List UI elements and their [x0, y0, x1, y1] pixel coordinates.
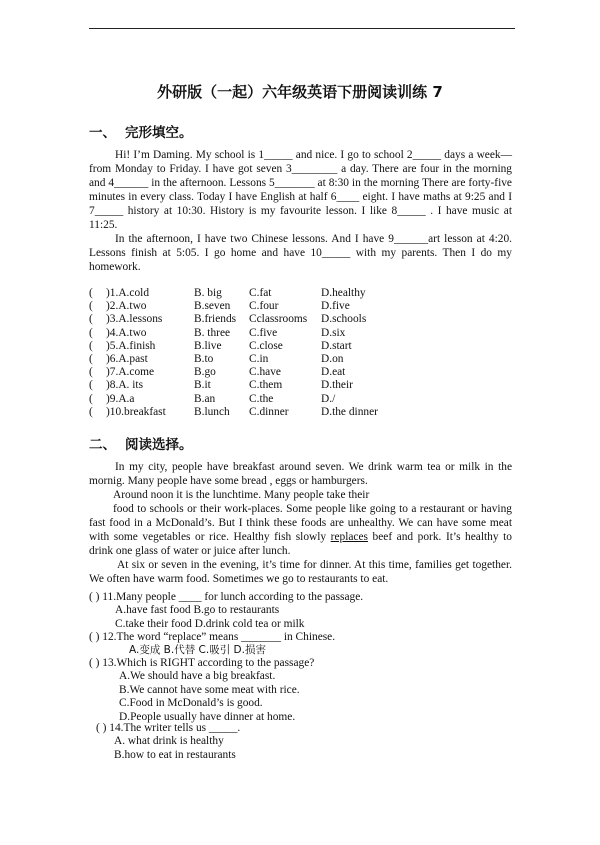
question-13-option-b: B.We cannot have some meat with rice. — [119, 683, 300, 696]
question-11-options-ab: A.have fast food B.go to restaurants — [115, 604, 280, 617]
question-13-option-d: D.People usually have dinner at home. — [119, 710, 296, 723]
cloze-paragraph-2: In the afternoon, I have two Chinese lessons. And I have 9______art lesson at 4:20. Lessons finish at 5:05. I go home and have 10_____ with my parents. Then I do my homework. — [89, 233, 512, 273]
option-row: ( )10.breakfast B.lunch C.dinner D.the dinner — [89, 405, 378, 418]
option-row: ( )8.A. its B.it C.them D.their — [89, 379, 353, 392]
question-13 — [89, 657, 314, 724]
option-row: ( )9.A.a B.an C.the D./ — [89, 392, 336, 405]
page-title: 外研版（一起）六年级英语下册阅读训练 7 — [157, 83, 443, 101]
question-11 — [89, 591, 363, 631]
section1-title: 完形填空。 — [125, 125, 193, 141]
reading-passage — [89, 460, 512, 586]
option-row: ( )6.A.past B.to C.in D.on — [89, 352, 344, 365]
underlined-word: replaces — [330, 531, 368, 543]
section2-heading — [89, 433, 193, 453]
option-row: ( )7.A.come B.go C.have D.eat — [89, 366, 346, 379]
section1-heading — [89, 121, 193, 141]
question-11-stem: ( ) 11.Many people ____ for lunch according to the passage. — [89, 591, 364, 603]
option-row: ( )4.A.two B. three C.five D.six — [89, 326, 346, 339]
header-rule — [89, 28, 515, 29]
question-13-stem: ( ) 13.Which is RIGHT according to the passage? — [89, 657, 315, 669]
question-12-stem: ( ) 12.The word “replace” means _______ in Chinese. — [89, 631, 336, 643]
section2-title: 阅读选择。 — [125, 437, 193, 453]
question-12-options: A.变成 B.代替 C.吸引 D.损害 — [129, 644, 266, 657]
question-14-option-a: A. what drink is healthy — [114, 735, 224, 748]
cloze-paragraph-1: Hi! I’m Daming. My school is 1_____ and nice. I go to school 2_____ days a week—from Monday to Friday. I have got seven 3________ a day. There are four in the morning and 4______ in the afternoon. Lessons 5_______ at 8:30 in the morning There are forty-five minutes in every class. Today I have English at half 6____ eight. I have maths at 9:25 and I 7_____ history at 10:30. History is my favourite lesson. I like 8_____ . I have music at 11:25. — [89, 149, 512, 231]
option-row: ( )5.A.finish B.live C.close D.start — [89, 339, 352, 352]
section1-number: 一、 — [89, 125, 116, 141]
question-14-stem: ( ) 14.The writer tells us _____. — [96, 722, 241, 734]
section2-number: 二、 — [89, 437, 116, 453]
reading-paragraph-2b: food to schools or their work-places. Some people like going to a restaurant or having fast food in a McDonald’s. But I think these foods are unhealthy. We can have some meat with some vegetables or rice. Healthy fish slowly replaces beef and pork. It’s healthy to drink one glass of water or juice after lunch. — [89, 503, 512, 557]
option-row: ( )2.A.two B.seven C.four D.five — [89, 300, 350, 313]
question-13-option-c: C.Food in McDonald’s is good. — [119, 697, 263, 710]
option-row: ( )3.A.lessons B.friends Cclassrooms D.schools — [89, 313, 367, 326]
cloze-passage — [89, 148, 512, 274]
question-14-option-b: B.how to eat in restaurants — [114, 748, 236, 761]
cloze-options — [89, 287, 509, 419]
question-12 — [89, 631, 335, 658]
question-11-options-cd: C.take their food D.drink cold tea or milk — [115, 617, 305, 630]
question-13-option-a: A.We should have a big breakfast. — [119, 670, 276, 683]
reading-paragraph-3: At six or seven in the evening, it’s time for dinner. At this time, families get together. We often have warm food. Sometimes we go to restaurants to eat. — [89, 559, 512, 585]
option-row: ( )1.A.cold B. big C.fat D.healthy — [89, 287, 366, 299]
reading-paragraph-2a: Around noon it is the lunchtime. Many people take their — [113, 489, 370, 501]
question-14 — [96, 722, 240, 762]
reading-paragraph-1: In my city, people have breakfast around seven. We drink warm tea or milk in the mornig. Many people have some bread , eggs or hamburgers. — [89, 461, 512, 487]
